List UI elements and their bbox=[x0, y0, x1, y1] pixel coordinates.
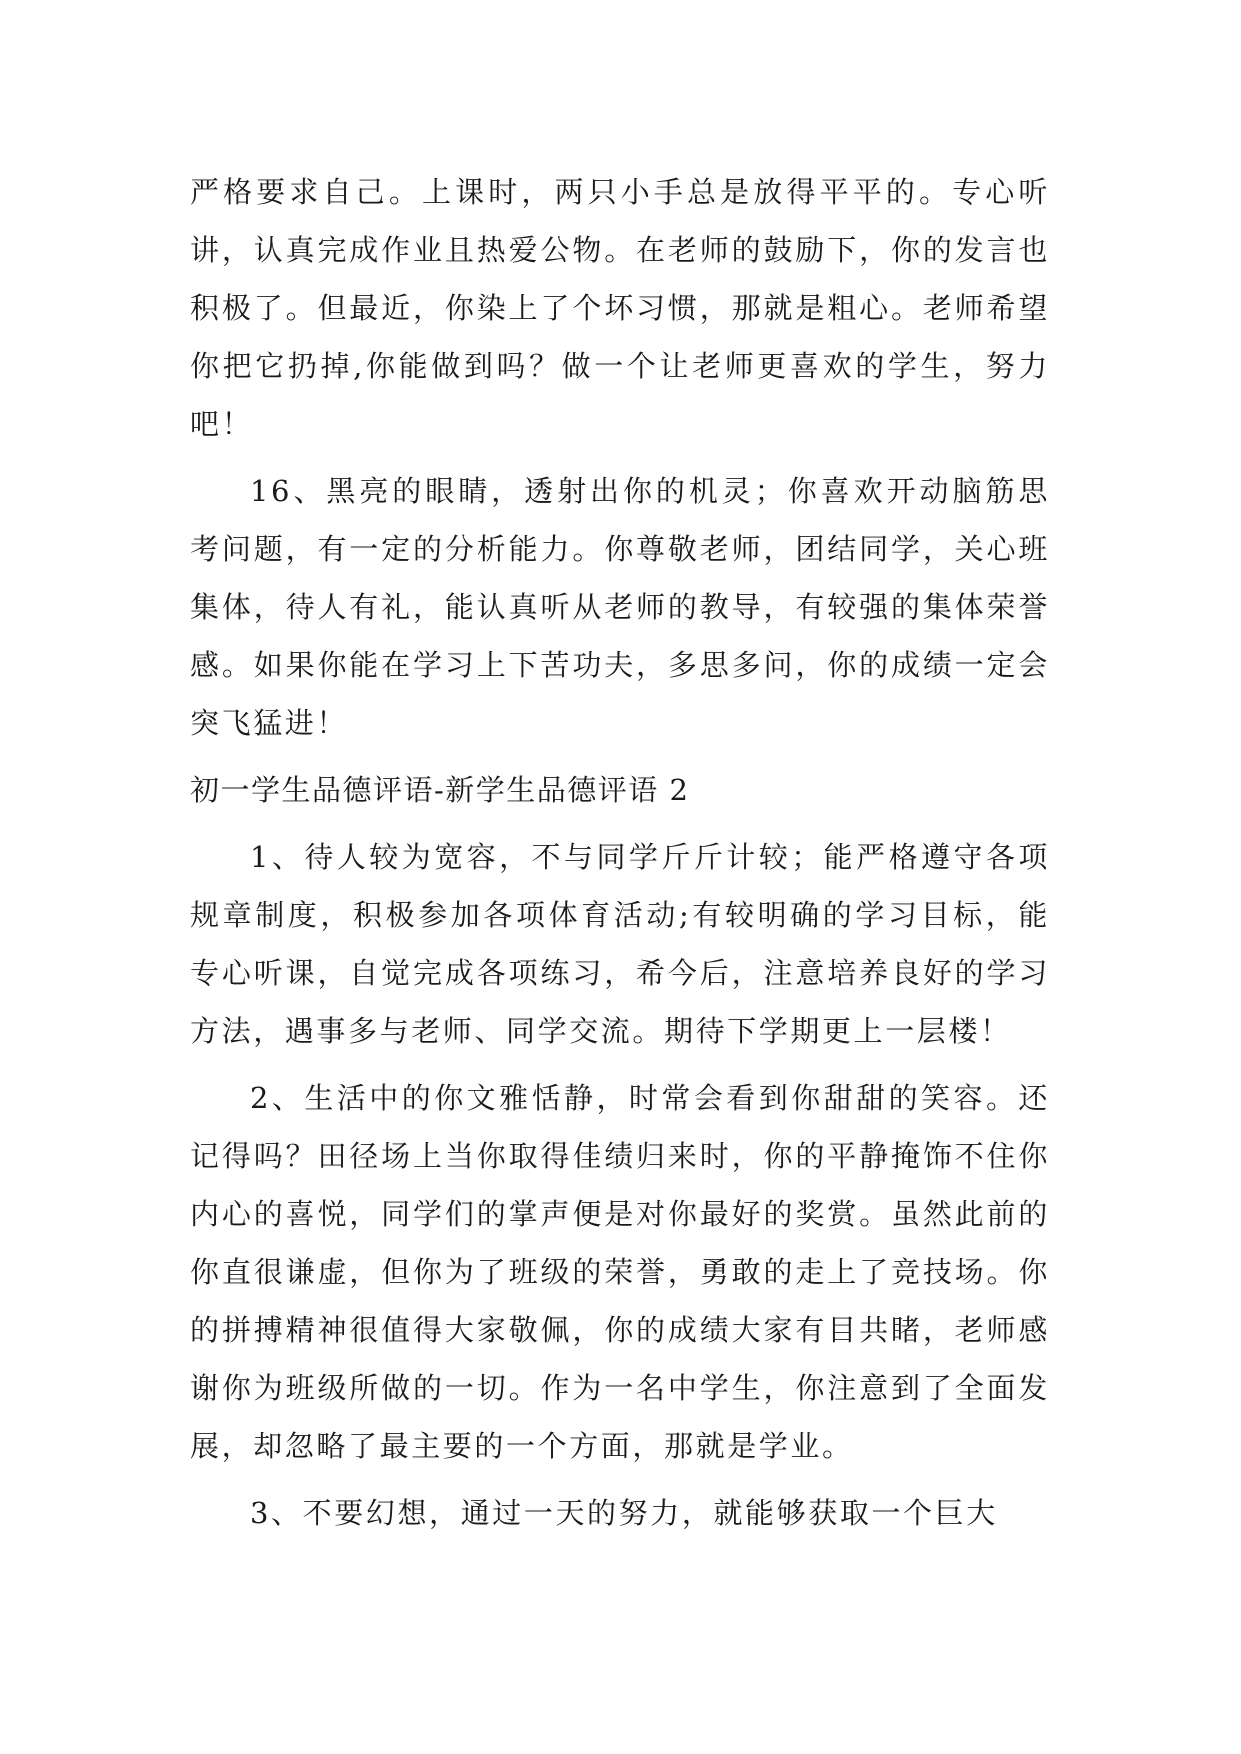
paragraph-continuation: 严格要求自己。上课时，两只小手总是放得平平的。专心听讲，认真完成作业且热爱公物。在老师的鼓励下，你的发言也积极了。但最近，你染上了个坏习惯，那就是粗心。老师希望你把它扔掉,你能做到吗？做一个让老师更喜欢的学生，努力吧！ bbox=[190, 175, 1050, 441]
section-heading: 初一学生品德评语-新学生品德评语 2 bbox=[190, 773, 690, 807]
paragraph-comment-2: 2、生活中的你文雅恬静，时常会看到你甜甜的笑容。还记得吗？田径场上当你取得佳绩归来时，你的平静掩饰不住你内心的喜悦，同学们的掌声便是对你最好的奖赏。虽然此前的你直很谦虚，但你为了班级的荣誉，勇敢的走上了竞技场。你的拼搏精神很值得大家敬佩，你的成绩大家有目共睹，老师感谢你为班级所做的一切。作为一名中学生，你注意到了全面发展，却忽略了最主要的一个方面，那就是学业。 bbox=[190, 1081, 1050, 1463]
paragraph-comment-1: 1、待人较为宽容，不与同学斤斤计较；能严格遵守各项规章制度，积极参加各项体育活动;有较明确的学习目标，能专心听课，自觉完成各项练习，希今后，注意培养良好的学习方法，遇事多与老师、同学交流。期待下学期更上一层楼！ bbox=[190, 840, 1050, 1048]
paragraph-comment-3: 3、不要幻想，通过一天的努力，就能够获取一个巨大 bbox=[250, 1496, 998, 1530]
paragraph-comment-16: 16、黑亮的眼睛，透射出你的机灵；你喜欢开动脑筋思考问题，有一定的分析能力。你尊敬老师，团结同学，关心班集体，待人有礼，能认真听从老师的教导，有较强的集体荣誉感。如果你能在学习上下苦功夫，多思多问，你的成绩一定会突飞猛进！ bbox=[190, 474, 1050, 740]
document-body bbox=[190, 163, 1050, 1551]
